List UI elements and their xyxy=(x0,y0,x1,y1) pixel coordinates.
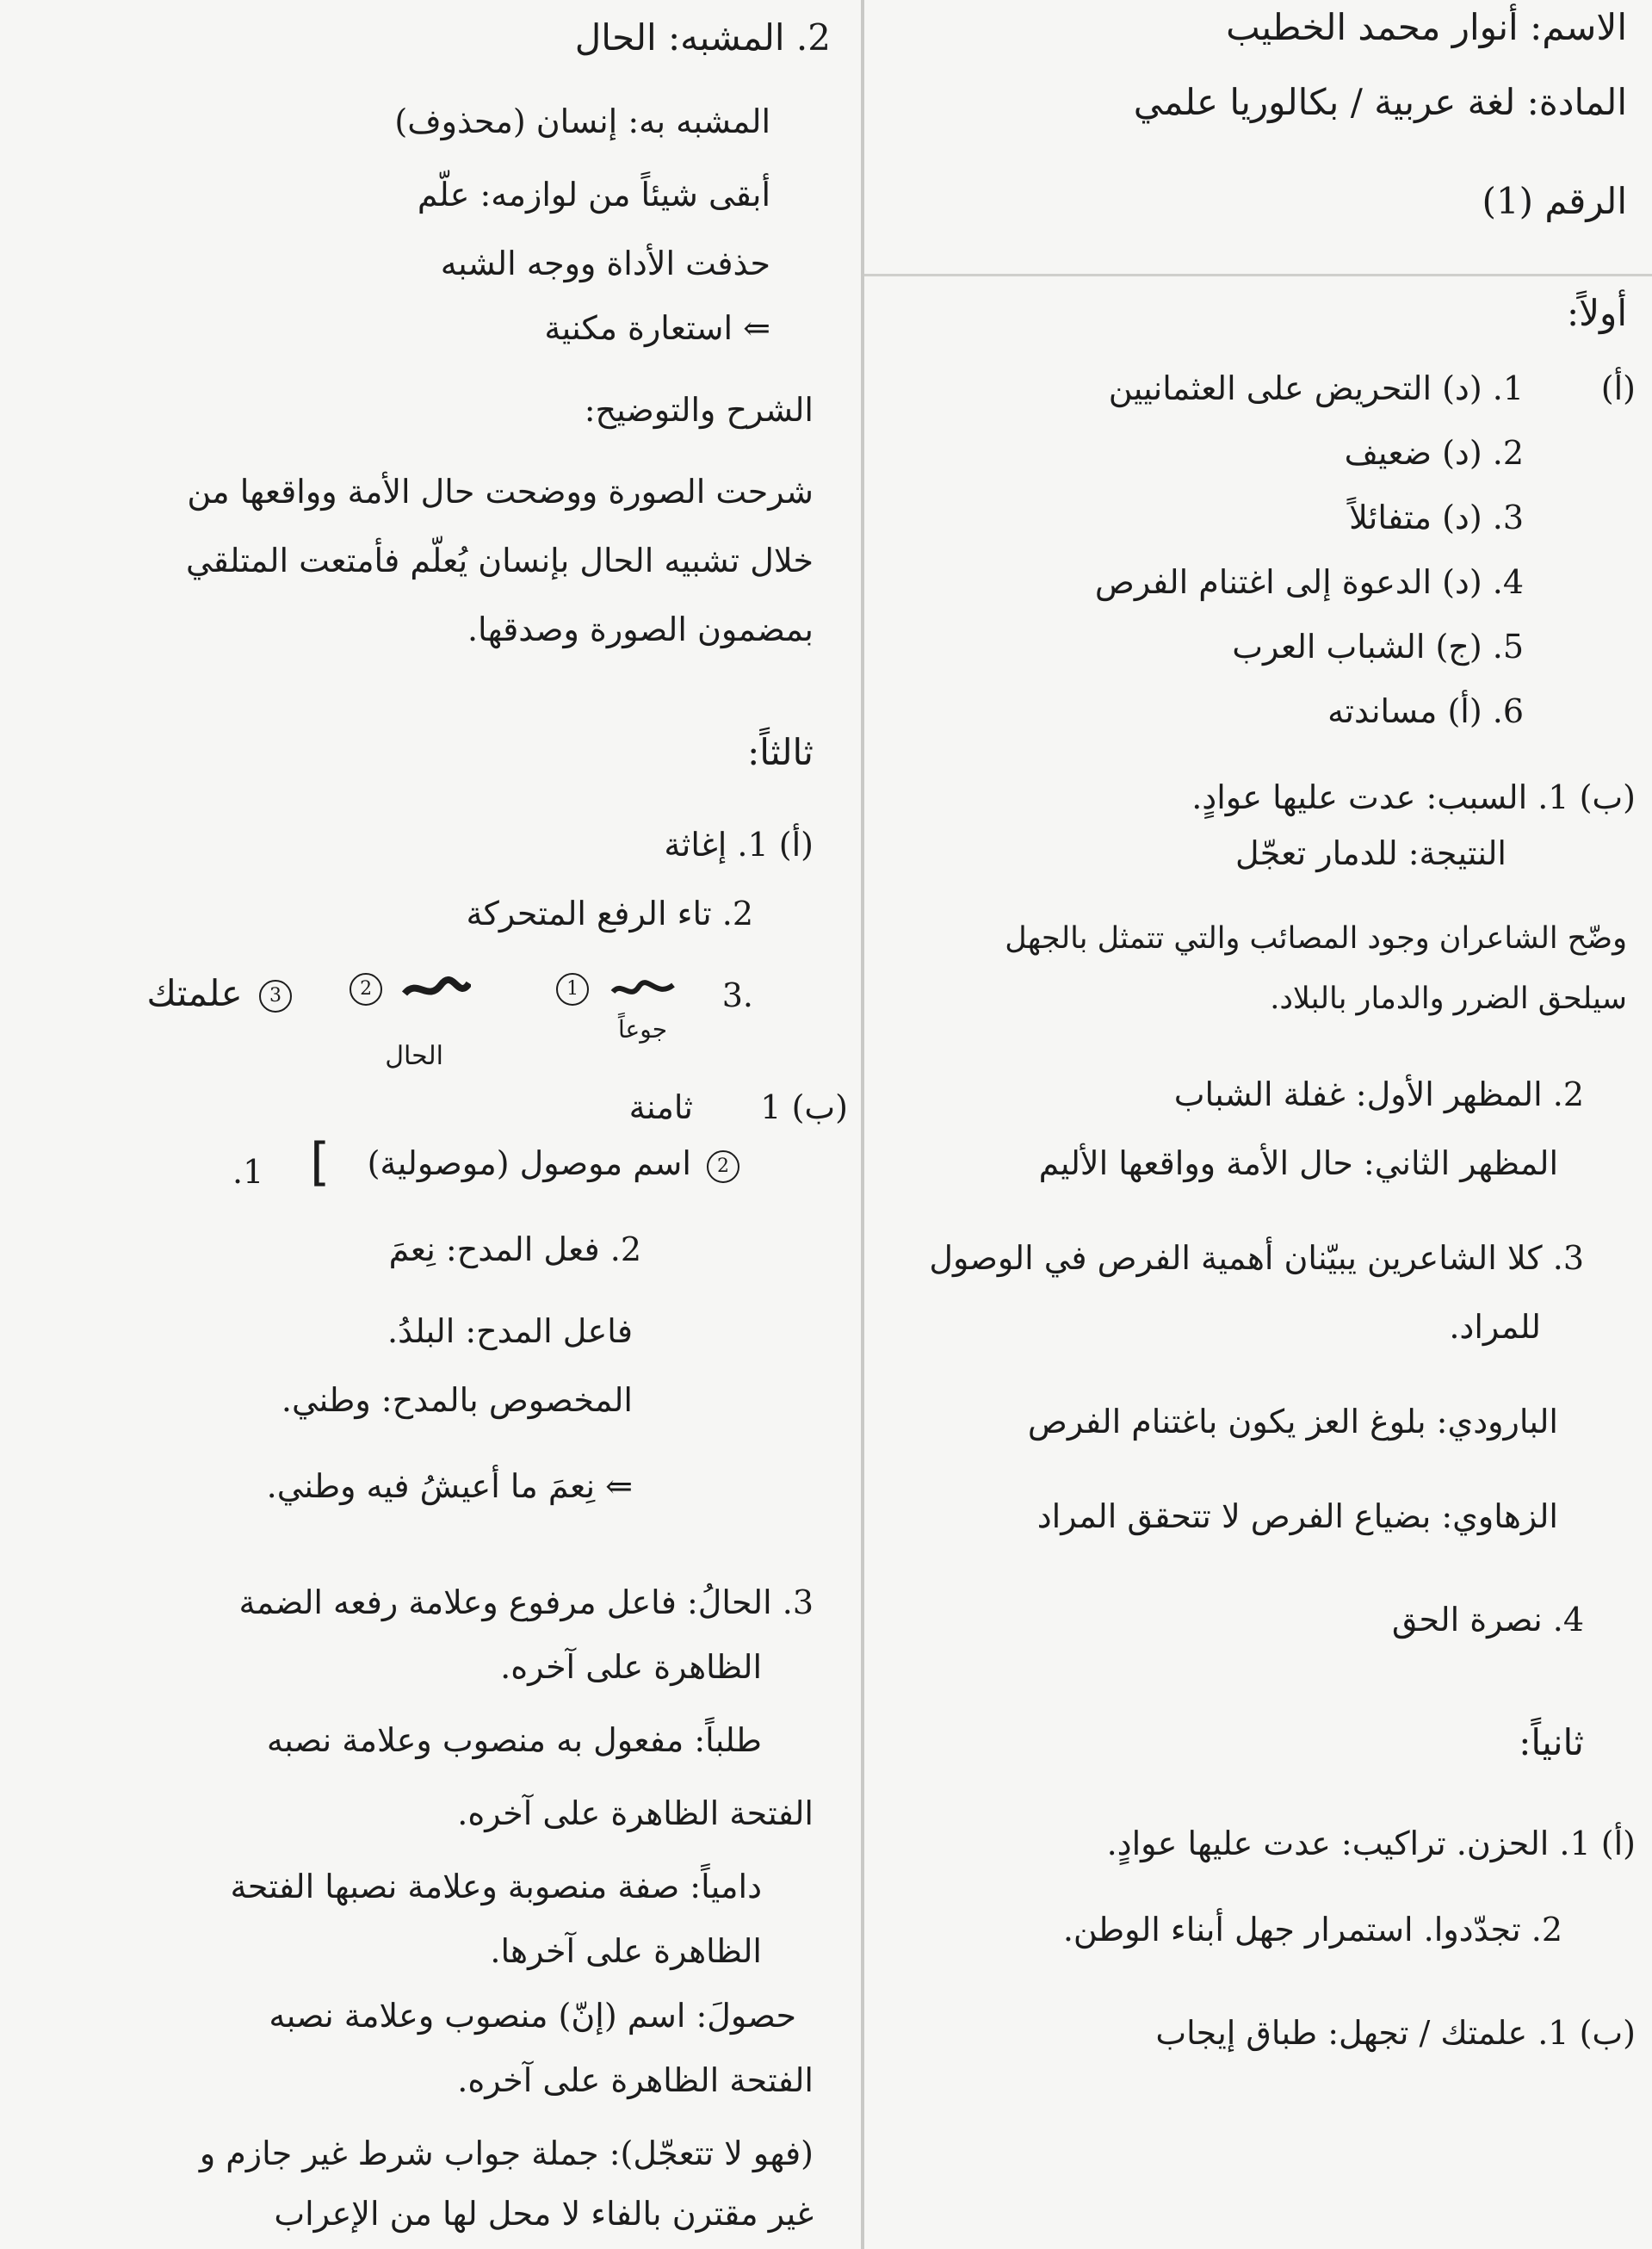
section-two-a2: 2. تجدّدوا. استمرار جهل أبناء الوطن. xyxy=(1062,1911,1562,1949)
parsing-3: طلباً: مفعول به منصوب وعلامة نصبه xyxy=(266,1721,762,1759)
choice-2-group xyxy=(344,973,478,1006)
explanation-title: الشرح والتوضيح: xyxy=(584,391,814,429)
section-three-b-one: .1 xyxy=(232,1153,264,1191)
answer-item-4: 4. (د) الدعوة إلى اغتنام الفرص xyxy=(1094,563,1524,601)
simile-line-2: أبقى شيئاً من لوازمه: علّم xyxy=(417,176,770,214)
answer-item-1: 1. (د) التحريض على العثمانيين xyxy=(1108,369,1524,407)
parsing-2: الظاهرة على آخره. xyxy=(500,1648,762,1686)
explanation-1: شرحت الصورة ووضحت حال الأمة وواقعها من xyxy=(187,473,814,511)
answer-item-3: 3. (د) متفائلاً xyxy=(1349,499,1524,536)
explanation-line-2: سيلحق الضرر والدمار بالبلاد. xyxy=(1270,982,1627,1016)
parsing-4: الفتحة الظاهرة على آخره. xyxy=(457,1794,814,1832)
section-three-a1: (أ) 1. إغاثة xyxy=(664,826,814,864)
choice-1-group xyxy=(551,973,684,1006)
simile-line-1: المشبه به: إنسان (محذوف) xyxy=(394,102,770,140)
section-two-title: ثانياً: xyxy=(1519,1721,1584,1763)
scribble-mark-1 xyxy=(609,976,678,1002)
header-separator xyxy=(864,274,1652,276)
scribble-mark-2 xyxy=(402,976,471,1002)
result-line: النتيجة: للدمار تعجّل xyxy=(1234,834,1507,872)
praise-subject: فاعل المدح: البلدُ. xyxy=(387,1312,633,1350)
simile-line-4: ⇐ استعارة مكنية xyxy=(544,309,770,347)
praise-sentence: ⇐ نِعمَ ما أعيشُ فيه وطني. xyxy=(266,1467,633,1505)
simile-line-3: حذفت الأداة ووجه الشبه xyxy=(440,245,770,282)
section-three-title: ثالثاً: xyxy=(747,731,814,773)
section-three-b1: ثامنة xyxy=(628,1088,693,1126)
column-divider xyxy=(861,0,864,2249)
section-one-a-label: (أ) xyxy=(1600,369,1636,407)
parsing-9: (فهو لا تتعجّل): جملة جواب شرط غير جازم و xyxy=(199,2134,814,2172)
praise-verb: 2. فعل المدح: نِعمَ xyxy=(388,1230,641,1268)
explanation-3: بمضمون الصورة وصدقها. xyxy=(467,610,814,648)
section-one-title: أولاً: xyxy=(1566,292,1627,334)
choice-1-circle: 1 xyxy=(556,973,589,1006)
choice-3-circle: 3 xyxy=(259,980,292,1013)
parsing-6: الظاهرة على آخرها. xyxy=(490,1932,762,1970)
student-name: الاسم: أنوار محمد الخطيب xyxy=(1226,6,1627,48)
bracket-mark: ] xyxy=(310,1132,331,1193)
parsing-7: حصولَ: اسم (إنّ) منصوب وعلامة نصبه xyxy=(269,1997,796,2035)
choice-2-circle: 2 xyxy=(350,973,382,1006)
section-three-a3-number: 3. xyxy=(721,976,753,1014)
answer-item-6: 6. (أ) مساندته xyxy=(1327,692,1524,730)
subject-line: المادة: لغة عربية / بكالوريا علمي xyxy=(1133,81,1627,123)
explanation-line-1: وضّح الشاعران وجود المصائب والتي تتمثل بالجهل xyxy=(1005,921,1627,956)
section-two-a1: (أ) 1. الحزن. تراكيب: عدت عليها عوادٍ. xyxy=(1106,1825,1636,1862)
barudi-line: البارودي: بلوغ العز يكون باغتنام الفرص xyxy=(1027,1403,1558,1440)
praise-specified: المخصوص بالمدح: وطني. xyxy=(281,1381,633,1419)
aspect-two: المظهر الثاني: حال الأمة وواقعها الأليم xyxy=(1038,1144,1558,1182)
comparison-line-1: 3. كلا الشاعرين يبيّنان أهمية الفرص في الوصول xyxy=(929,1239,1584,1277)
aspect-one: 2. المظهر الأول: غفلة الشباب xyxy=(1173,1075,1584,1113)
section-two-b1: (ب) 1. علمتك / تجهل: طباق إيجاب xyxy=(1155,2014,1636,2052)
comparison-line-2: للمراد. xyxy=(1449,1308,1541,1346)
simile-head: 2. المشبه: الحال xyxy=(574,16,831,59)
answer-four: 4. نصرة الحق xyxy=(1391,1601,1584,1639)
section-three-a2: 2. تاء الرفع المتحركة xyxy=(466,895,753,932)
section-three-b2-group xyxy=(368,1145,745,1183)
student-number: الرقم (1) xyxy=(1482,180,1627,222)
parsing-5: دامياً: صفة منصوبة وعلامة نصبها الفتحة xyxy=(230,1868,762,1905)
answer-item-5: 5. (ج) الشباب العرب xyxy=(1232,628,1524,666)
choice-1-text: جوعاً xyxy=(617,1015,667,1044)
choice-b2-circle: 2 xyxy=(707,1150,739,1183)
zahawi-line: الزهاوي: بضياع الفرص لا تتحقق المراد xyxy=(1036,1497,1558,1535)
explanation-2: خلال تشبيه الحال بإنسان يُعلّم فأمتعت المتلقي xyxy=(185,542,814,579)
section-three-b2: اسم موصول (موصولية) xyxy=(367,1144,691,1182)
cause-line: (ب) 1. السبب: عدت عليها عوادٍ. xyxy=(1191,778,1636,816)
choice-3-text: علمتك xyxy=(146,972,243,1014)
section-three-b-head: (ب) 1 xyxy=(760,1088,848,1126)
choice-3-group xyxy=(146,973,297,1014)
parsing-1: 3. الحالُ: فاعل مرفوع وعلامة رفعه الضمة xyxy=(238,1583,814,1621)
choice-2-text: الحال xyxy=(385,1041,443,1071)
parsing-8: الفتحة الظاهرة على آخره. xyxy=(457,2061,814,2099)
parsing-10: غير مقترن بالفاء لا محل لها من الإعراب xyxy=(274,2195,814,2233)
answer-item-2: 2. (د) ضعيف xyxy=(1344,434,1524,472)
